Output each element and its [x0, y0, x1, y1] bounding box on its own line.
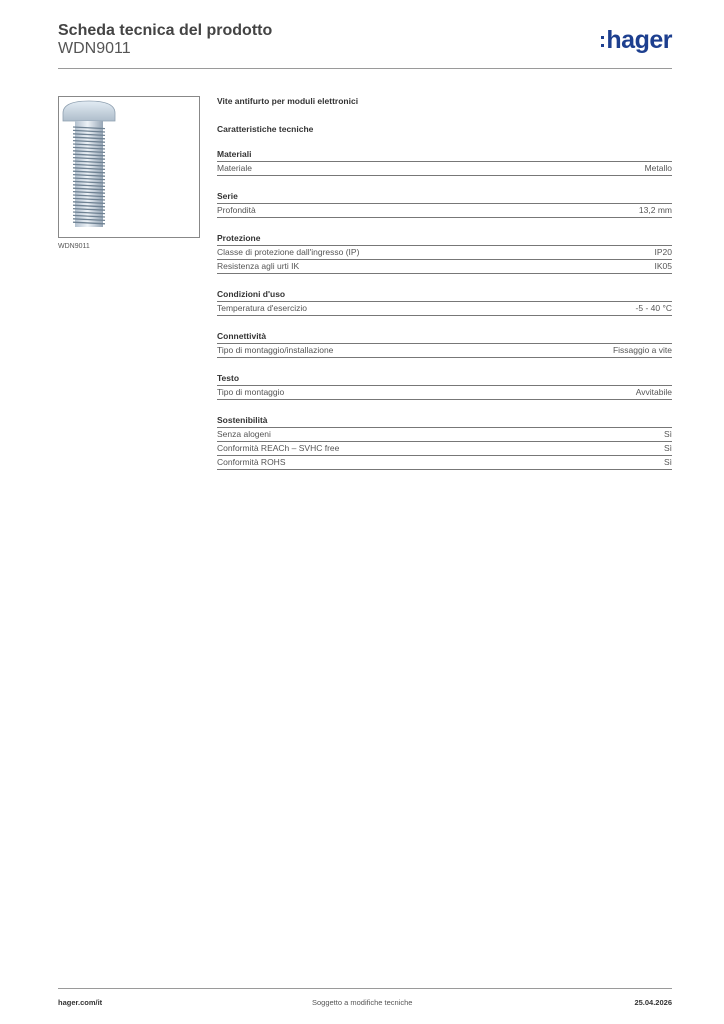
spec-value: Sì	[663, 457, 672, 467]
spec-row	[217, 302, 672, 316]
spec-label: Conformità ROHS	[217, 457, 286, 467]
tech-title: Caratteristiche tecniche	[217, 124, 314, 134]
spec-row	[217, 456, 672, 470]
header-divider	[58, 68, 672, 69]
spec-section	[217, 289, 672, 316]
spec-section	[217, 331, 672, 358]
spec-value: Metallo	[644, 163, 672, 173]
spec-row	[217, 246, 672, 260]
image-caption: WDN9011	[58, 243, 90, 250]
page-header	[58, 20, 672, 68]
spec-row	[217, 386, 672, 400]
spec-label: Classe di protezione dall'ingresso (IP)	[217, 247, 360, 257]
section-title: Protezione	[217, 233, 672, 246]
hager-logo	[601, 26, 672, 55]
spec-section	[217, 415, 672, 470]
footer-divider	[58, 988, 672, 989]
section-title: Testo	[217, 373, 672, 386]
spec-section	[217, 373, 672, 400]
logo-text: hager	[606, 26, 672, 54]
spec-label: Temperatura d'esercizio	[217, 303, 307, 313]
product-image	[58, 96, 200, 238]
section-title: Materiali	[217, 149, 672, 162]
spec-row	[217, 204, 672, 218]
spec-value: Avvitabile	[635, 387, 672, 397]
spec-label: Resistenza agli urti IK	[217, 261, 300, 271]
page-title: Scheda tecnica del prodotto	[58, 22, 273, 39]
spec-sections	[217, 149, 672, 470]
footer-website: hager.com/it	[58, 998, 103, 1007]
section-title: Connettività	[217, 331, 672, 344]
section-title: Sostenibilità	[217, 415, 672, 428]
spec-label: Tipo di montaggio	[217, 387, 285, 397]
spec-row	[217, 260, 672, 274]
spec-label: Materiale	[217, 163, 252, 173]
spec-row	[217, 428, 672, 442]
product-description: Vite antifurto per moduli elettronici	[217, 96, 359, 106]
spec-value: Sì	[663, 429, 672, 439]
spec-row	[217, 344, 672, 358]
spec-label: Senza alogeni	[217, 429, 271, 439]
spec-section	[217, 191, 672, 218]
spec-label: Profondità	[217, 205, 256, 215]
spec-label: Conformità REACh – SVHC free	[217, 443, 340, 453]
spec-value: Fissaggio a vite	[612, 345, 672, 355]
spec-row	[217, 162, 672, 176]
section-title: Condizioni d'uso	[217, 289, 672, 302]
spec-row	[217, 442, 672, 456]
spec-value: IK05	[654, 261, 672, 271]
spec-value: 13,2 mm	[638, 205, 672, 215]
spec-value: -5 - 40 °C	[635, 303, 672, 313]
footer-note: Soggetto a modifiche tecniche	[312, 998, 413, 1007]
spec-section	[217, 233, 672, 274]
logo-colon-icon	[601, 36, 604, 47]
spec-value: IP20	[654, 247, 672, 257]
spec-content	[217, 95, 672, 470]
spec-value: Sì	[663, 443, 672, 453]
product-code: WDN9011	[58, 40, 131, 57]
screw-icon	[59, 97, 199, 237]
footer-date: 25.04.2026	[634, 998, 672, 1007]
section-title: Serie	[217, 191, 672, 204]
spec-section	[217, 149, 672, 176]
spec-label: Tipo di montaggio/installazione	[217, 345, 334, 355]
